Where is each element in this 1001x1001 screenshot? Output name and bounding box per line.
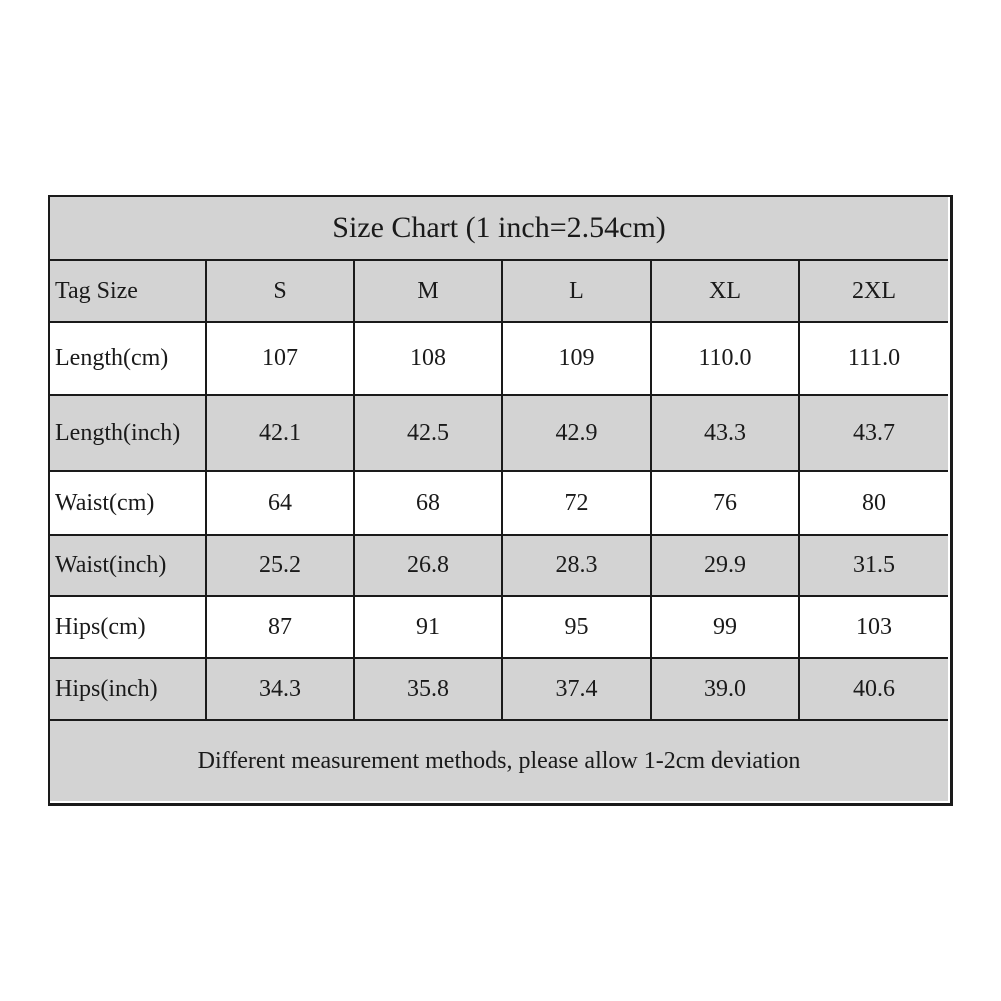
table-cell: 28.3: [502, 535, 651, 596]
table-cell: 76: [651, 471, 799, 535]
title-row: [50, 197, 948, 260]
size-chart-title: Size Chart (1 inch=2.54cm): [50, 197, 948, 260]
table-cell: 87: [206, 596, 354, 658]
table-cell: 99: [651, 596, 799, 658]
table-cell: 109: [502, 322, 651, 395]
table-cell: 64: [206, 471, 354, 535]
table-cell: 42.5: [354, 395, 502, 471]
header-label: Tag Size: [50, 260, 206, 322]
table-cell: 110.0: [651, 322, 799, 395]
table-row: [50, 658, 948, 720]
table-row: [50, 596, 948, 658]
table-row: [50, 471, 948, 535]
table-cell: 43.7: [799, 395, 948, 471]
table-row: [50, 395, 948, 471]
table-cell: 31.5: [799, 535, 948, 596]
row-label: Length(inch): [50, 395, 206, 471]
header-size: 2XL: [799, 260, 948, 322]
header-size: S: [206, 260, 354, 322]
header-row: [50, 260, 948, 322]
header-size: M: [354, 260, 502, 322]
table-cell: 68: [354, 471, 502, 535]
table-row: [50, 535, 948, 596]
table-cell: 95: [502, 596, 651, 658]
note-row: [50, 720, 948, 801]
table-cell: 72: [502, 471, 651, 535]
table-cell: 42.1: [206, 395, 354, 471]
table-cell: 43.3: [651, 395, 799, 471]
row-label: Hips(inch): [50, 658, 206, 720]
row-label: Length(cm): [50, 322, 206, 395]
table-cell: 34.3: [206, 658, 354, 720]
table-cell: 80: [799, 471, 948, 535]
table-cell: 37.4: [502, 658, 651, 720]
size-chart-frame: [48, 195, 953, 806]
header-size: XL: [651, 260, 799, 322]
table-cell: 39.0: [651, 658, 799, 720]
table-cell: 26.8: [354, 535, 502, 596]
deviation-note: Different measurement methods, please allow 1-2cm deviation: [50, 720, 948, 801]
table-cell: 111.0: [799, 322, 948, 395]
table-cell: 107: [206, 322, 354, 395]
table-cell: 42.9: [502, 395, 651, 471]
table-cell: 108: [354, 322, 502, 395]
table-cell: 25.2: [206, 535, 354, 596]
row-label: Hips(cm): [50, 596, 206, 658]
table-cell: 103: [799, 596, 948, 658]
table-cell: 40.6: [799, 658, 948, 720]
size-chart-table: [50, 197, 948, 801]
table-row: [50, 322, 948, 395]
table-cell: 29.9: [651, 535, 799, 596]
header-size: L: [502, 260, 651, 322]
row-label: Waist(cm): [50, 471, 206, 535]
table-cell: 35.8: [354, 658, 502, 720]
row-label: Waist(inch): [50, 535, 206, 596]
table-cell: 91: [354, 596, 502, 658]
